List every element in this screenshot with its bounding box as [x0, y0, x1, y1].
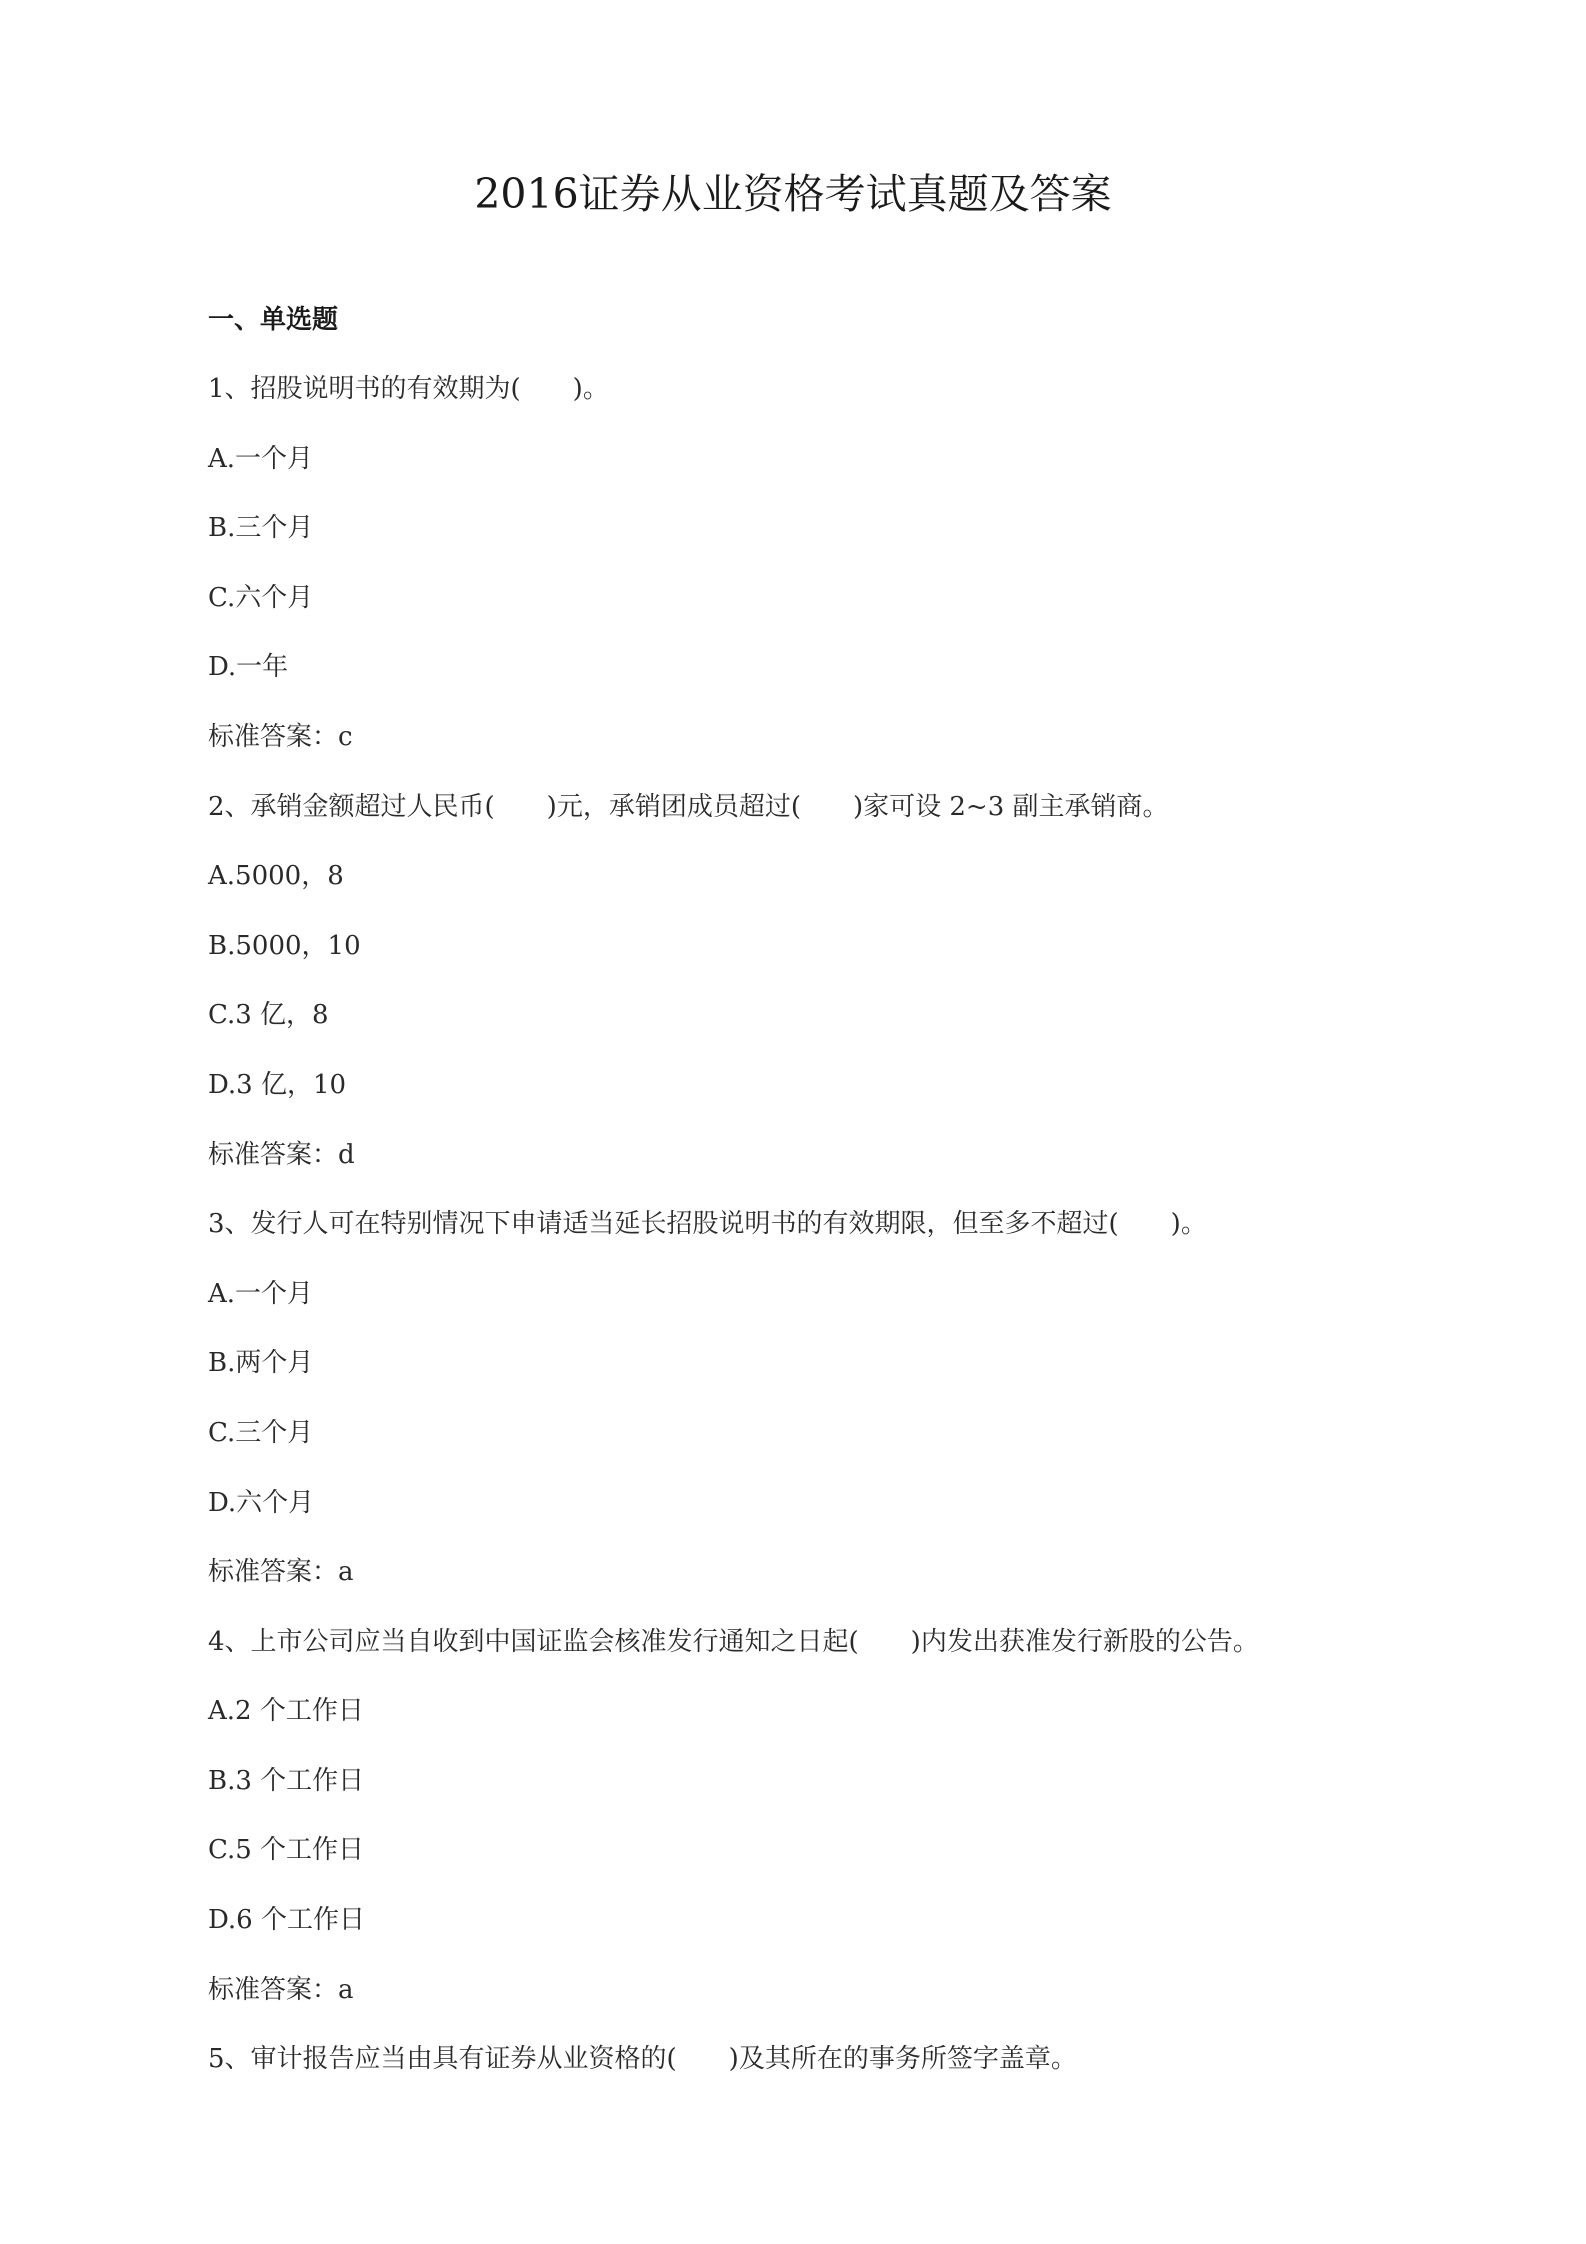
question-2-option-c: C.3 亿，8: [208, 1000, 329, 1031]
question-1-option-d: D.一年: [208, 652, 289, 683]
question-1-option-c: C.六个月: [208, 582, 314, 613]
question-4-option-c: C.5 个工作日: [208, 1835, 365, 1866]
question-1-option-a: A.一个月: [208, 443, 314, 474]
question-3-option-d: D.六个月: [208, 1487, 315, 1518]
question-4-option-a: A.2 个工作日: [208, 1696, 364, 1727]
question-3-answer: 标准答案：a: [208, 1557, 354, 1588]
question-3-option-c: C.三个月: [208, 1417, 314, 1448]
question-1-option-b: B.三个月: [208, 513, 314, 544]
question-4-answer: 标准答案：a: [208, 1974, 354, 2005]
section-heading: 一、单选题: [208, 305, 339, 335]
question-3-text: 3、发行人可在特别情况下申请适当延长招股说明书的有效期限，但至多不超过( )。: [208, 1209, 1207, 1240]
question-2-answer: 标准答案：d: [208, 1139, 355, 1170]
page-title: 2016证券从业资格考试真题及答案: [474, 170, 1112, 218]
question-5-text: 5、审计报告应当由具有证券从业资格的( )及其所在的事务所签字盖章。: [208, 2044, 1077, 2075]
question-4-option-d: D.6 个工作日: [208, 1905, 365, 1936]
question-list: [208, 371, 1408, 2111]
question-4-option-b: B.3 个工作日: [208, 1765, 365, 1796]
question-2-option-b: B.5000，10: [208, 930, 361, 961]
question-2-option-a: A.5000，8: [208, 861, 344, 892]
question-4-text: 4、上市公司应当自收到中国证监会核准发行通知之日起( )内发出获准发行新股的公告。: [208, 1626, 1259, 1657]
question-3-option-a: A.一个月: [208, 1278, 314, 1309]
question-1-text: 1、招股说明书的有效期为( )。: [208, 374, 609, 404]
question-2-text: 2、承销金额超过人民币( )元，承销团成员超过( )家可设 2~3 副主承销商。: [208, 791, 1169, 822]
question-2-option-d: D.3 亿，10: [208, 1069, 347, 1100]
question-3-option-b: B.两个月: [208, 1348, 314, 1379]
question-1-answer: 标准答案：c: [208, 721, 353, 752]
